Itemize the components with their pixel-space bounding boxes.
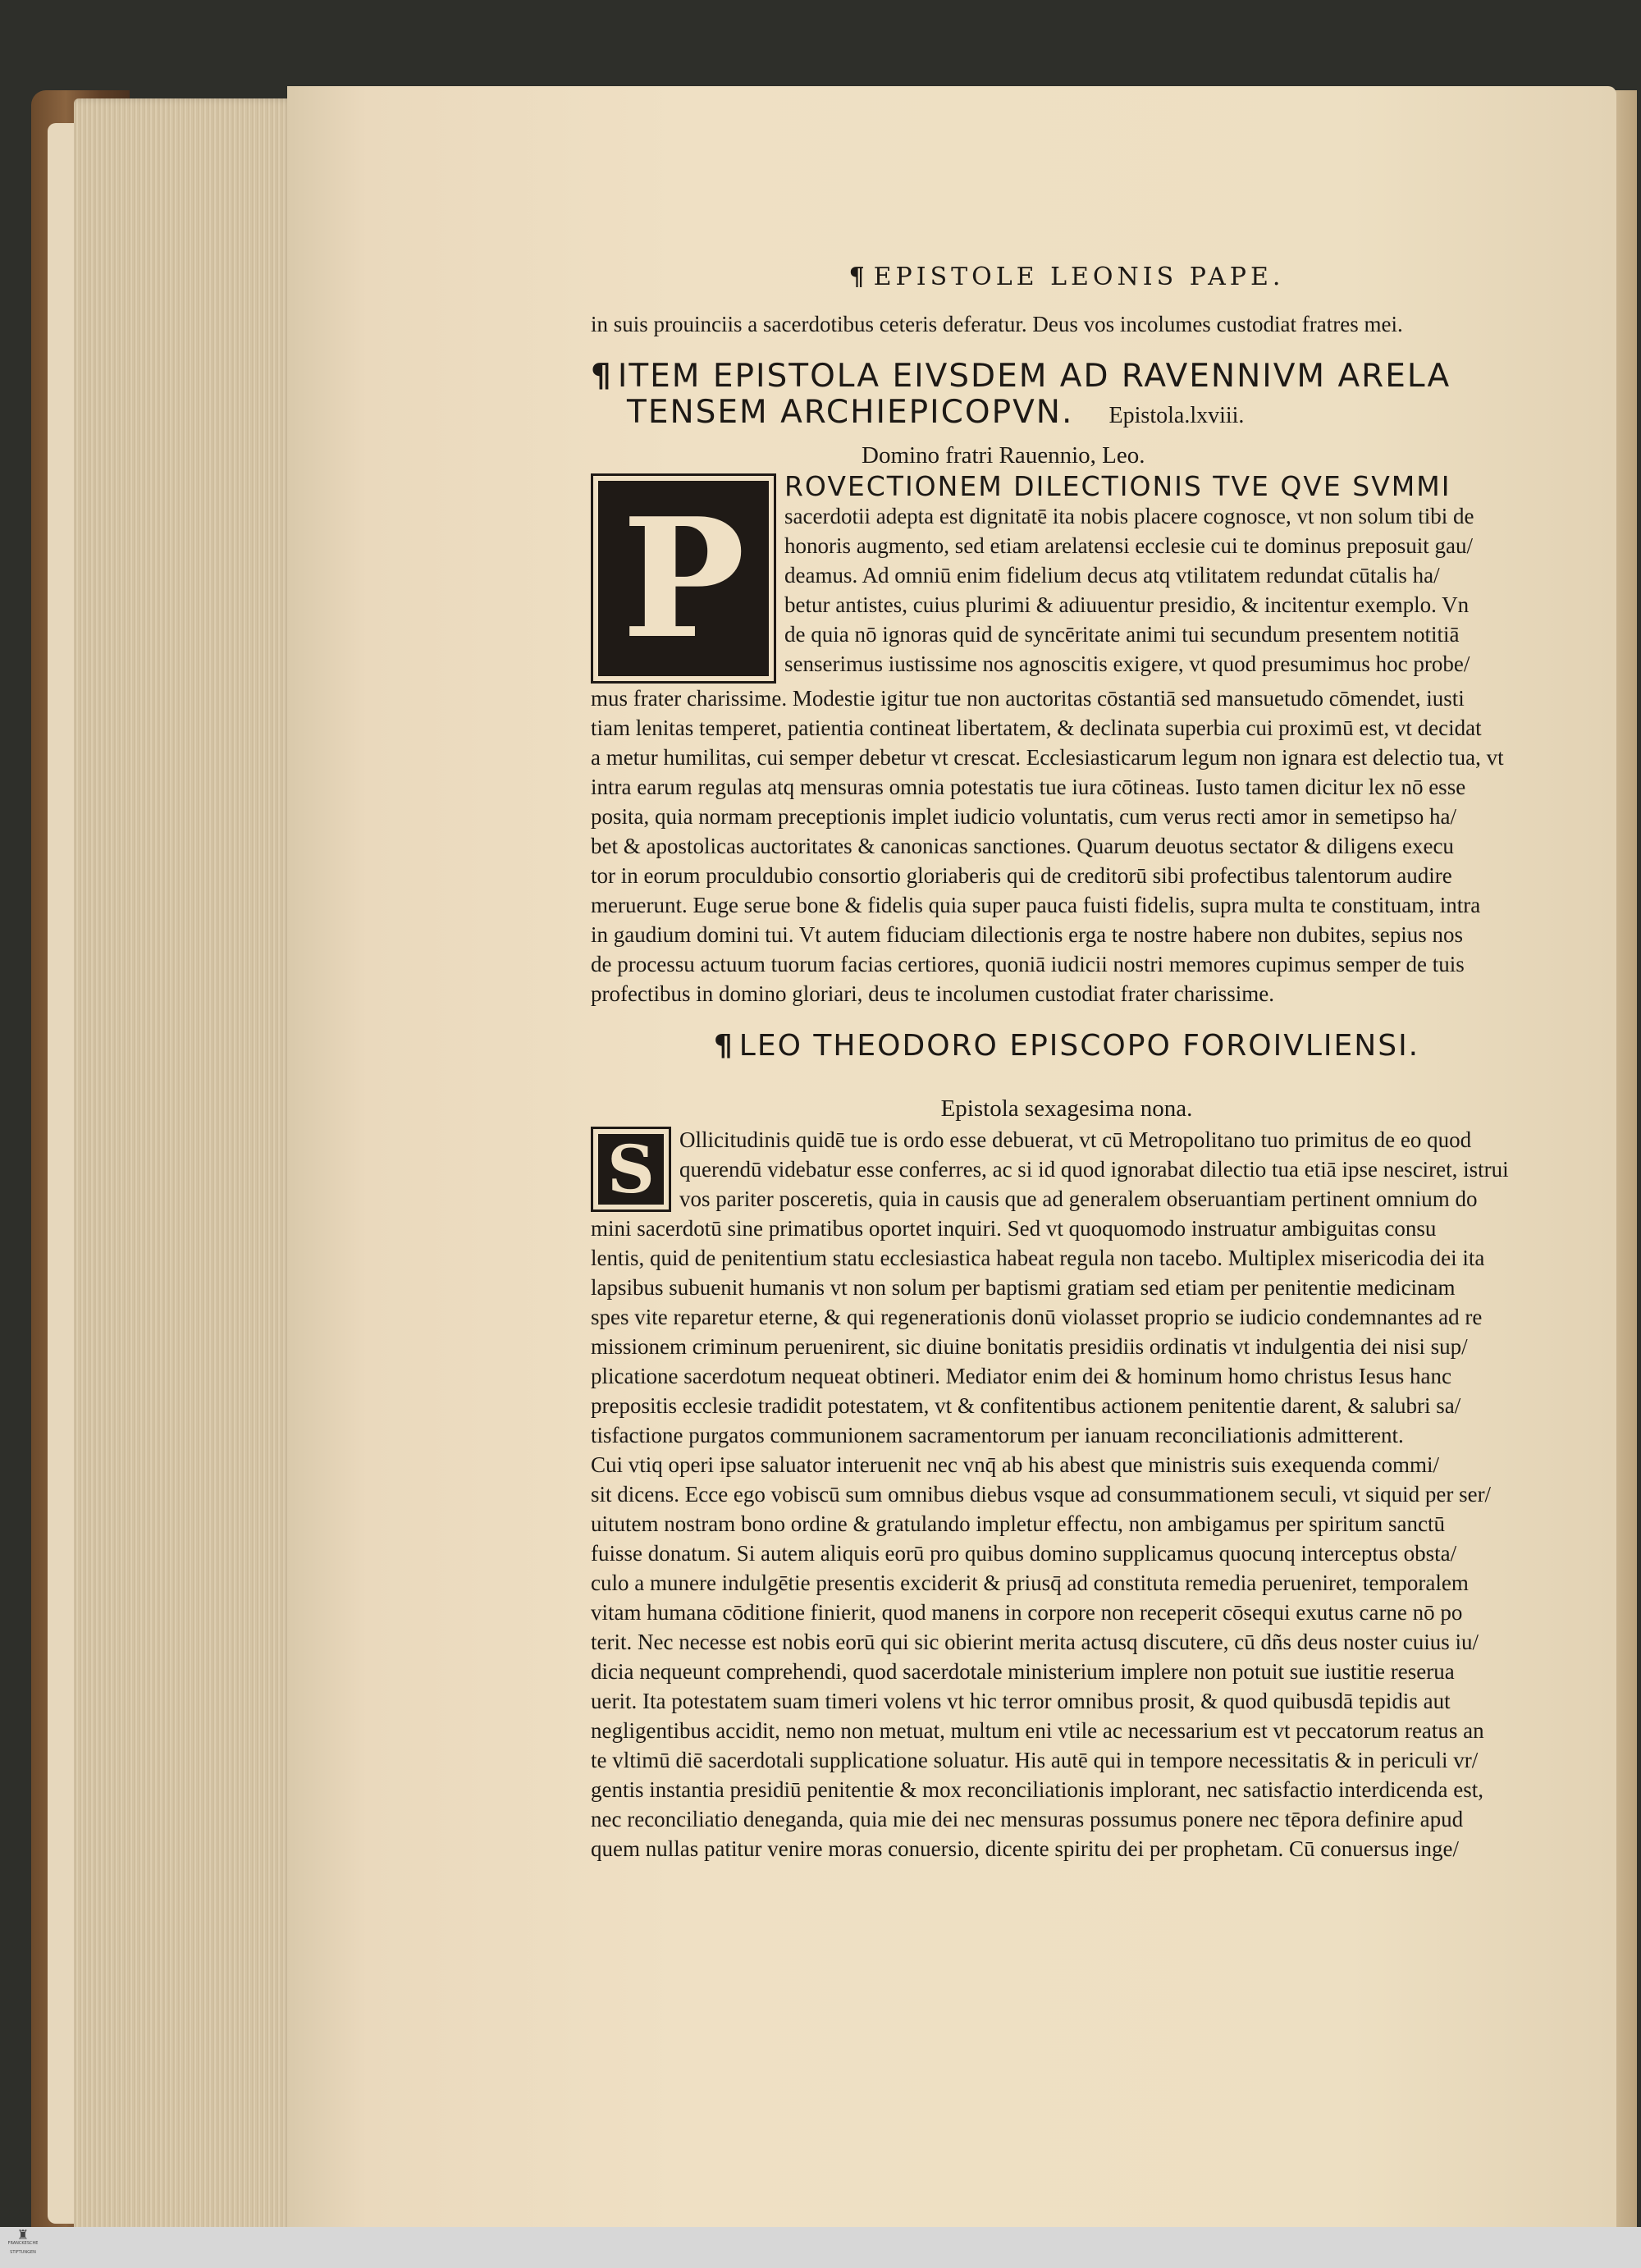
text-line: vos pariter posceretis, quia in causis que ad generalem obseruantiam pertinent omnium do <box>679 1187 1478 1211</box>
library-logo: ♜ FRANCKESCHE STIFTUNGEN <box>5 2230 41 2265</box>
text-line: bet & apostolicas auctoritates & canonicas sanctiones. Quarum deuotus sectator & diligens execu <box>591 834 1454 858</box>
running-head: ¶ EPISTOLE LEONIS PAPE. <box>848 263 1285 291</box>
heading-line: TENSEM ARCHIEPICOPVN. <box>627 394 1074 431</box>
epistle-subtitle: Epistola sexagesima nona. <box>940 1095 1193 1122</box>
text-line: prepositis ecclesie tradidit potestatem, vt & confitentibus actionem penitentie darent, & salubri sa/ <box>591 1393 1461 1418</box>
text-line: Cui vtiq operi ipse saluator interuenit nec vnq̄ ab his abest que ministris suis exequenda commi/ <box>591 1452 1440 1477</box>
pilcrow-mark: ¶ <box>848 263 869 291</box>
text-line: missionem criminum peruenirent, sic diuine bonitatis presidiis ordinatis vt indulgentia dei nisi sup/ <box>591 1334 1468 1359</box>
text-line: mini sacerdotū sine primatibus oportet inquiri. Sed vt quoquomodo instruatur ambiguitas consu <box>591 1216 1437 1241</box>
page-block-edges <box>74 98 295 2240</box>
text-line: querendū videbatur esse conferres, ac si id quod ignorabat dilectio tua etiā ipse nesciret, istrui <box>679 1157 1509 1182</box>
viewer-footer-bar <box>0 2227 1641 2268</box>
text-line: tisfactione purgatos communionem sacramentorum per ianuam reconciliationis admitterent. <box>591 1423 1404 1447</box>
text-line: tiam lenitas temperet, patientia contineat libertatem, & declinata superbia cui proximū est, vt decidat <box>591 716 1482 740</box>
text-line: deamus. Ad omniū enim fidelium decus atq vtilitatem redundat cūtalis ha/ <box>784 563 1440 588</box>
text-line: meruerunt. Euge serue bone & fidelis quia super pauca fuisti fidelis, supra multa te constituam, intra <box>591 893 1481 917</box>
text-line: ROVECTIONEM DILECTIONIS TVE QVE SVMMI <box>784 472 1451 501</box>
text-line: plicatione sacerdotum nequeat obtineri. Mediator enim dei & hominum homo christus Iesus hanc <box>591 1364 1451 1388</box>
text-line: dicia nequeunt comprehendi, quod sacerdotale ministerium implere non potuit sue iustitie reserua <box>591 1659 1455 1684</box>
text-line: betur antistes, cuius plurimi & adiuuentur presidio, & incitentur exemplo. Vn <box>784 592 1470 617</box>
text-line: fuisse donatum. Si autem aliquis eorū pro quibus domino supplicamus quocunq interceptus obsta/ <box>591 1541 1457 1566</box>
decorated-initial-p: P <box>591 473 776 684</box>
epistle-heading <box>591 1028 1543 1064</box>
text-line: lapsibus subuenit humanis vt non solum per baptismi gratiam sed etiam per penitentie medicinam <box>591 1275 1456 1300</box>
text-block <box>591 263 1543 1863</box>
text-line: a metur humilitas, cui semper debetur vt crescat. Ecclesiasticarum legum non ignara est delectio tua, vt <box>591 745 1504 770</box>
text-line: uerit. Ita potestatem suam timeri volens vt hic terror omnibus prosit, & quod quibusdā tepidis aut <box>591 1689 1451 1713</box>
text-line: Ollicitudinis quidē tue is ordo esse debuerat, vt cū Metropolitano tuo primitus de eo quod <box>679 1127 1472 1152</box>
text-line: negligentibus accidit, nemo non metuat, multum eni vtile ac necessarium est vt peccatorum reatus an <box>591 1718 1484 1743</box>
text-line: tor in eorum proculdubio consortio gloriaberis qui de creditorū sibi profectibus talentorum audire <box>591 863 1452 888</box>
pilcrow-mark: ¶ <box>713 1029 734 1063</box>
salutation: Domino fratri Rauennio, Leo. <box>862 442 1145 469</box>
text-line: sacerdotii adepta est dignitatē ita nobis placere cognosce, vt non solum tibi de <box>784 504 1474 528</box>
decorated-initial-s: S <box>591 1127 671 1212</box>
text-line: quem nullas patitur venire moras conuersio, dicente spiritu dei per prophetam. Cū conuersus inge/ <box>591 1836 1459 1861</box>
pilcrow-mark: ¶ <box>591 358 613 395</box>
text-line: honoris augmento, sed etiam arelatensi ecclesie cui te dominus preposuit gau/ <box>784 533 1474 558</box>
text-line: in gaudium domini tui. Vt autem fiduciam dilectionis erga te nostre habere non dubites, sepius nos <box>591 922 1464 947</box>
text-line: terit. Nec necesse est nobis eorū qui sic obierint merita actusq discutere, cū dñs deus noster cuius iu/ <box>591 1630 1479 1654</box>
text-line: nec reconciliatio deneganda, quia mie dei nec mensuras possumus ponere nec tēpora definire apud <box>591 1807 1464 1831</box>
text-line: intra earum regulas atq mensuras omnia potestatis tue iura cōtineas. Iusto tamen dicitur lex nō esse <box>591 775 1466 799</box>
epistle-number: Epistola.lxviii. <box>1108 403 1245 428</box>
text-line: posita, quia normam preceptionis implet iudicio voluntatis, cum verus recti amor in semetipso ha/ <box>591 804 1457 829</box>
text-line: lentis, quid de penitentium statu ecclesiastica habeat regula non tacebo. Multiplex misericodia dei ita <box>591 1246 1485 1270</box>
text-line: uitutem nostram bono ordine & gratulando impletur effectu, non ambigamus per spiritum sanctū <box>591 1511 1446 1536</box>
text-line: spes vite reparetur eterne, & qui regenerationis donū violasset proprio se iudicio condemnantes ad re <box>591 1305 1483 1329</box>
text-line: profectibus in domino gloriari, deus te incolumen custodiat frater charissime. <box>591 981 1275 1006</box>
heading-line: ITEM EPISTOLA EIVSDEM AD RAVENNIVM ARELA <box>617 358 1451 395</box>
text-line: de quia nō ignoras quid de syncēritate animi tui secundum presentem notitiā <box>784 622 1460 647</box>
epistle-68-body <box>591 472 1543 1008</box>
epistle-69-body <box>591 1125 1543 1863</box>
text-line: culo a munere indulgētie presentis exciderit & priusq̄ ad constituta remedia perueniret, temporalem <box>591 1571 1469 1595</box>
text-line: senserimus iustissime nos agnoscitis exigere, vt quod presumimus hoc probe/ <box>784 652 1470 676</box>
text-line: mus frater charissime. Modestie igitur tue non auctoritas cōstantiā sed mansuetudo cōmendet, iusti <box>591 686 1465 711</box>
text-line: sit dicens. Ecce ego vobiscū sum omnibus diebus vsque ad consummationem seculi, vt siquid per ser/ <box>591 1482 1492 1507</box>
text-line: vitam humana cōditione finierit, quod manens in corpore non receperit cōsequi exutus carne nō po <box>591 1600 1463 1625</box>
text-line: in suis prouinciis a sacerdotibus ceteris deferatur. Deus vos incolumes custodiat fratres mei. <box>591 312 1403 336</box>
crest-icon: ♜ <box>16 2227 30 2243</box>
text-line: gentis instantia presidiū penitentie & mox reconciliationis implorant, nec satisfactio interdicenda est, <box>591 1777 1483 1802</box>
heading-line: LEO THEODORO EPISCOPO FOROIVLIENSI. <box>738 1029 1420 1063</box>
text-line: te vltimū diē sacerdotali supplicatione soluatur. His autē qui in tempore necessitatis & in periculi vr/ <box>591 1748 1479 1772</box>
epistle-heading <box>591 359 1543 434</box>
text-line: de processu actuum tuorum facias certiores, quoniā iudicii nostri memores cupimus semper de tuis <box>591 952 1465 976</box>
